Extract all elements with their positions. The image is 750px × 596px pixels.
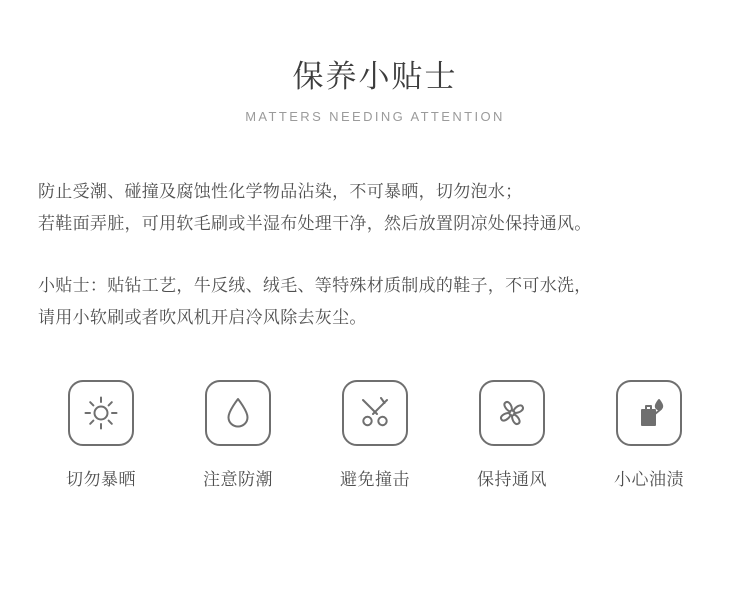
- paragraph-1: [38, 176, 712, 240]
- paragraph-2-line-1: 小贴士：贴钻工艺，牛反绒、绒毛、等特殊材质制成的鞋子，不可水洗，: [38, 275, 592, 295]
- care-item-label: 注意防潮: [203, 469, 273, 489]
- icon-frame: [68, 380, 134, 446]
- care-item-no-sun: [42, 380, 160, 490]
- icon-frame: [342, 380, 408, 446]
- care-item-label: 保持通风: [477, 469, 547, 489]
- care-item-oil-stain: [590, 380, 708, 490]
- paragraph-1-line-1: 防止受潮、碰撞及腐蚀性化学物品沾染，不可暴晒，切勿泡水；: [38, 181, 523, 201]
- care-item-moisture: [179, 380, 297, 490]
- care-item-label: 切勿暴晒: [66, 469, 136, 489]
- icon-frame: [479, 380, 545, 446]
- oil-can-icon: [631, 395, 667, 431]
- page-header: [0, 0, 750, 124]
- paragraph-1-line-2: 若鞋面弄脏，可用软毛刷或半湿布处理干净，然后放置阴凉处保持通风。: [38, 213, 592, 233]
- broken-impact-icon: [357, 395, 393, 431]
- water-drop-icon: [220, 395, 256, 431]
- care-item-label: 小心油渍: [614, 469, 684, 489]
- paragraph-2-line-2: 请用小软刷或者吹风机开启冷风除去灰尘。: [38, 307, 367, 327]
- page-subtitle: MATTERS NEEDING ATTENTION: [245, 108, 505, 124]
- care-icons-row: [0, 380, 750, 490]
- page-title: 保养小贴士: [292, 59, 458, 94]
- body-text: [0, 176, 750, 334]
- fan-icon: [494, 395, 530, 431]
- icon-frame: [616, 380, 682, 446]
- sun-icon: [83, 395, 119, 431]
- care-item-impact: [316, 380, 434, 490]
- care-item-label: 避免撞击: [340, 469, 410, 489]
- care-item-ventilation: [453, 380, 571, 490]
- paragraph-2: [38, 270, 712, 334]
- icon-frame: [205, 380, 271, 446]
